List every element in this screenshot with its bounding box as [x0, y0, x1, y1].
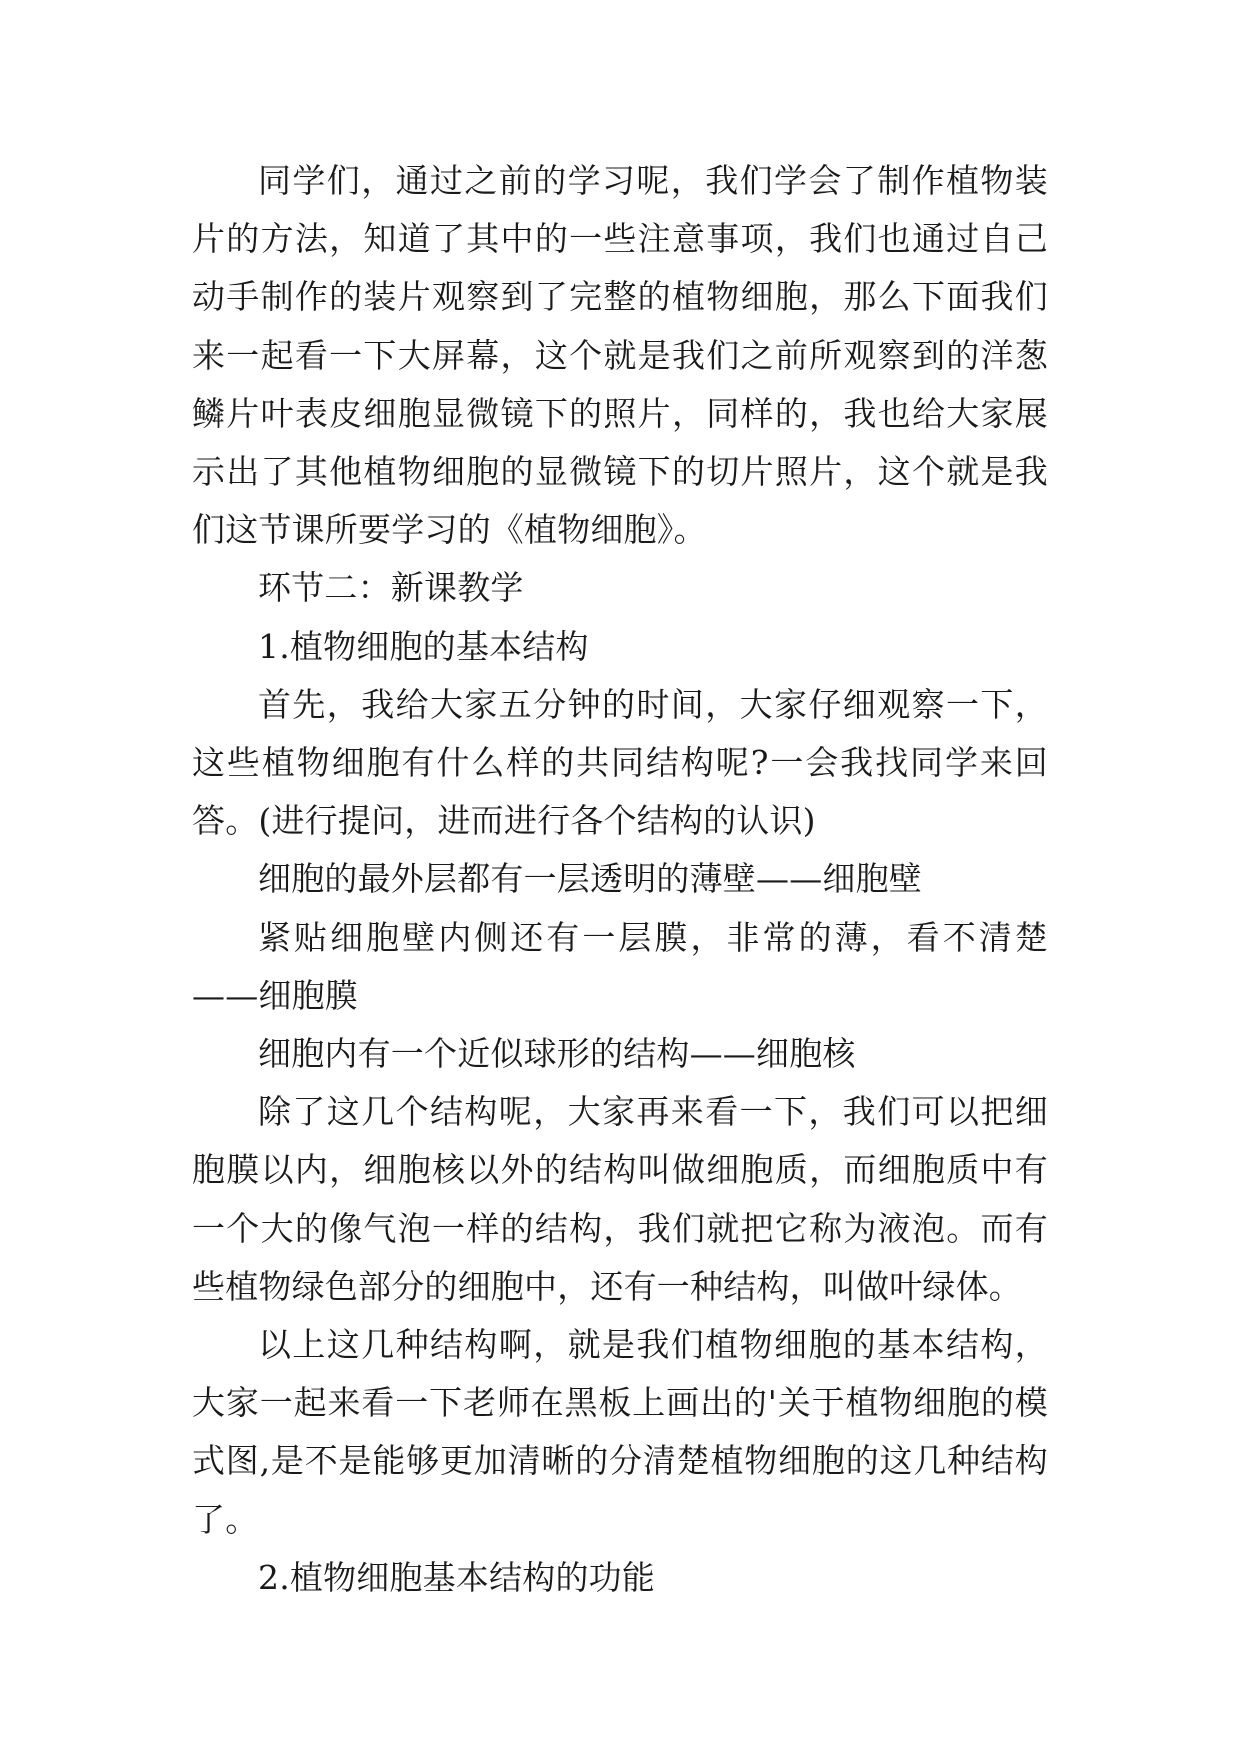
paragraph-nucleus: 细胞内有一个近似球形的结构——细胞核	[258, 1034, 856, 1074]
paragraph-intro: 同学们，通过之前的学习呢，我们学会了制作植物装片的方法，知道了其中的一些注意事项，我们也通过自己动手制作的装片观察到了完整的植物细胞，那么下面我们来一起看一下大屏幕，这个就是我们之前所观察到的洋葱鳞片叶表皮细胞显微镜下的照片，同样的，我也给大家展示出了其他植物细胞的显微镜下的切片照片，这个就是我们这节课所要学习的《植物细胞》。	[192, 161, 1048, 550]
paragraph-cell-membrane: 紧贴细胞壁内侧还有一层膜，非常的薄，看不清楚——细胞膜	[192, 917, 1048, 1015]
document-body	[192, 152, 1048, 1607]
subheading-basic-structure: 1.植物细胞的基本结构	[258, 626, 589, 666]
paragraph-cell-wall: 细胞的最外层都有一层透明的薄壁——细胞壁	[258, 859, 922, 899]
paragraph-cytoplasm: 除了这几个结构呢，大家再来看一下，我们可以把细胞膜以内，细胞核以外的结构叫做细胞质，而细胞质中有一个大的像气泡一样的结构，我们就把它称为液泡。而有些植物绿色部分的细胞中，还有一种结构，叫做叶绿体。	[192, 1092, 1048, 1306]
paragraph-summary: 以上这几种结构啊，就是我们植物细胞的基本结构，大家一起来看一下老师在黑板上画出的'关于植物细胞的模式图,是不是能够更加清晰的分清楚植物细胞的这几种结构了。	[192, 1325, 1048, 1539]
paragraph-observation-task: 首先，我给大家五分钟的时间，大家仔细观察一下，这些植物细胞有什么样的共同结构呢?一会我找同学来回答。(进行提问，进而进行各个结构的认识)	[192, 684, 1048, 841]
subheading-structure-functions: 2.植物细胞基本结构的功能	[258, 1557, 656, 1597]
section-heading-new-lesson: 环节二：新课教学	[258, 568, 524, 608]
